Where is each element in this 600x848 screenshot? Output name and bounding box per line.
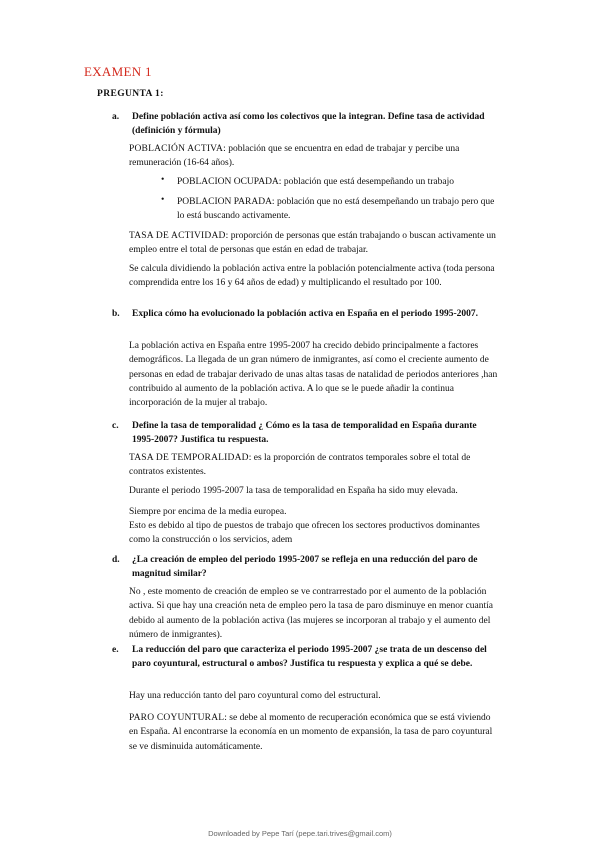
term-paro-coyuntural: PARO COYUNTURAL	[129, 713, 225, 723]
definition-poblacion-parada: población que no está desempeñando un trabajo pero que lo está buscando activamente.	[177, 197, 495, 221]
question-a-text: Define población activa así como los colectivos que la integran. Define tasa de actividad (definición y fórmula)	[132, 112, 485, 136]
question-b-letter: b.	[112, 309, 120, 319]
download-footer: Downloaded by Pepe Tarí (pepe.tari.trives@gmail.com)	[208, 829, 392, 838]
exam-title: EXAMEN 1	[84, 64, 152, 79]
question-c-letter: c.	[112, 421, 119, 431]
term-tasa-actividad: TASA DE ACTIVIDAD:	[129, 231, 229, 241]
bullet-item-parada	[177, 195, 499, 223]
answer-a-paragraph-3: Se calcula dividiendo la población activa entre la población potencialmente activa (toda persona comprendida entre los 16 y 64 años de edad) y multiplicando el resultado por 100.	[129, 264, 495, 289]
term-poblacion-ocupada: POBLACION OCUPADA:	[177, 177, 282, 187]
definition-tasa-temporalidad: : es la proporción de contratos temporales sobre el total de contratos existentes.	[129, 453, 471, 478]
definition-paro-coyuntural: : se debe al momento de recuperación económica que se está viviendo en España. Al encontrarse la economía en un momento de expansión, la tasa de paro coyuntural se ve disminuida automáticamente.	[129, 713, 493, 752]
term-poblacion-activa: POBLACIÓN ACTIVA:	[129, 144, 226, 154]
question-heading: PREGUNTA 1:	[97, 89, 164, 99]
answer-e-paragraph-1: Hay una reducción tanto del paro coyuntural como del estructural.	[129, 691, 381, 701]
answer-c-paragraph-2: Durante el periodo 1995-2007 la tasa de temporalidad en España ha sido muy elevada.	[129, 486, 458, 496]
answer-d-paragraph-1: No , este momento de creación de empleo se ve contrarrestado por el aumento de la población activa. Si que hay una creación neta de empleo pero la tasa de paro disminuye en menor cuantía debido al aumento de la población activa (las mujeres se incorporan al trabajo y el aumento del número de inmigrantes).	[129, 587, 494, 640]
answer-c-paragraph-4: Esto es debido al tipo de puestos de trabajo que ofrecen los sectores productivos dominantes como la construcción o los servicios, adem	[129, 521, 480, 546]
answer-e-paragraph-2	[129, 711, 501, 754]
definition-tasa-actividad: proporción de personas que están trabajando o buscan activamente un empleo entre el total de personas que están en edad de trabajar.	[129, 231, 496, 256]
definition-poblacion-ocupada: población que está desempeñando un trabajo	[281, 177, 454, 187]
question-e-text: La reducción del paro que caracteriza el periodo 1995-2007 ¿se trata de un descenso del paro coyuntural, estructural o ambos? Justifica tu respuesta y explica a qué se debe.	[132, 645, 487, 669]
term-poblacion-parada: POBLACION PARADA:	[177, 197, 275, 207]
bullet-icon: •	[161, 195, 165, 205]
answer-a-paragraph-2	[129, 229, 501, 258]
bullet-icon: •	[161, 175, 165, 185]
answer-c-paragraph-1	[129, 451, 501, 480]
answer-a-paragraph-1	[129, 142, 501, 171]
question-e-letter: e.	[112, 645, 119, 655]
bullet-item-ocupada	[177, 175, 499, 189]
answer-b-paragraph-1: La población activa en España entre 1995-2007 ha crecido debido principalmente a factores demográficos. La llegada de un gran número de inmigrantes, así como el creciente aumento de personas en edad de trabajar derivado de unas altas tasas de natalidad de periodos anteriores ,han contribuido al aumento de la población activa. A lo que se le puede añadir la continua incorporación de la mujer al trabajo.	[129, 341, 498, 409]
question-b-text: Explica cómo ha evolucionado la población activa en España en el periodo 1995-2007.	[132, 309, 478, 319]
question-d-text: ¿La creación de empleo del periodo 1995-2007 se refleja en una reducción del paro de magnitud similar?	[132, 555, 478, 579]
answer-c-paragraph-3: Siempre por encima de la media europea.	[129, 507, 287, 517]
definition-poblacion-activa: población que se encuentra en edad de trabajar y percibe una remuneración (16-64 años).	[129, 144, 460, 169]
question-a-letter: a.	[112, 112, 120, 122]
term-tasa-temporalidad: TASA DE TEMPORALIDAD	[129, 453, 249, 463]
question-c-text: Define la tasa de temporalidad ¿ Cómo es la tasa de temporalidad en España durante 1995-2007? Justifica tu respuesta.	[132, 421, 477, 445]
question-d-letter: d.	[112, 555, 120, 565]
